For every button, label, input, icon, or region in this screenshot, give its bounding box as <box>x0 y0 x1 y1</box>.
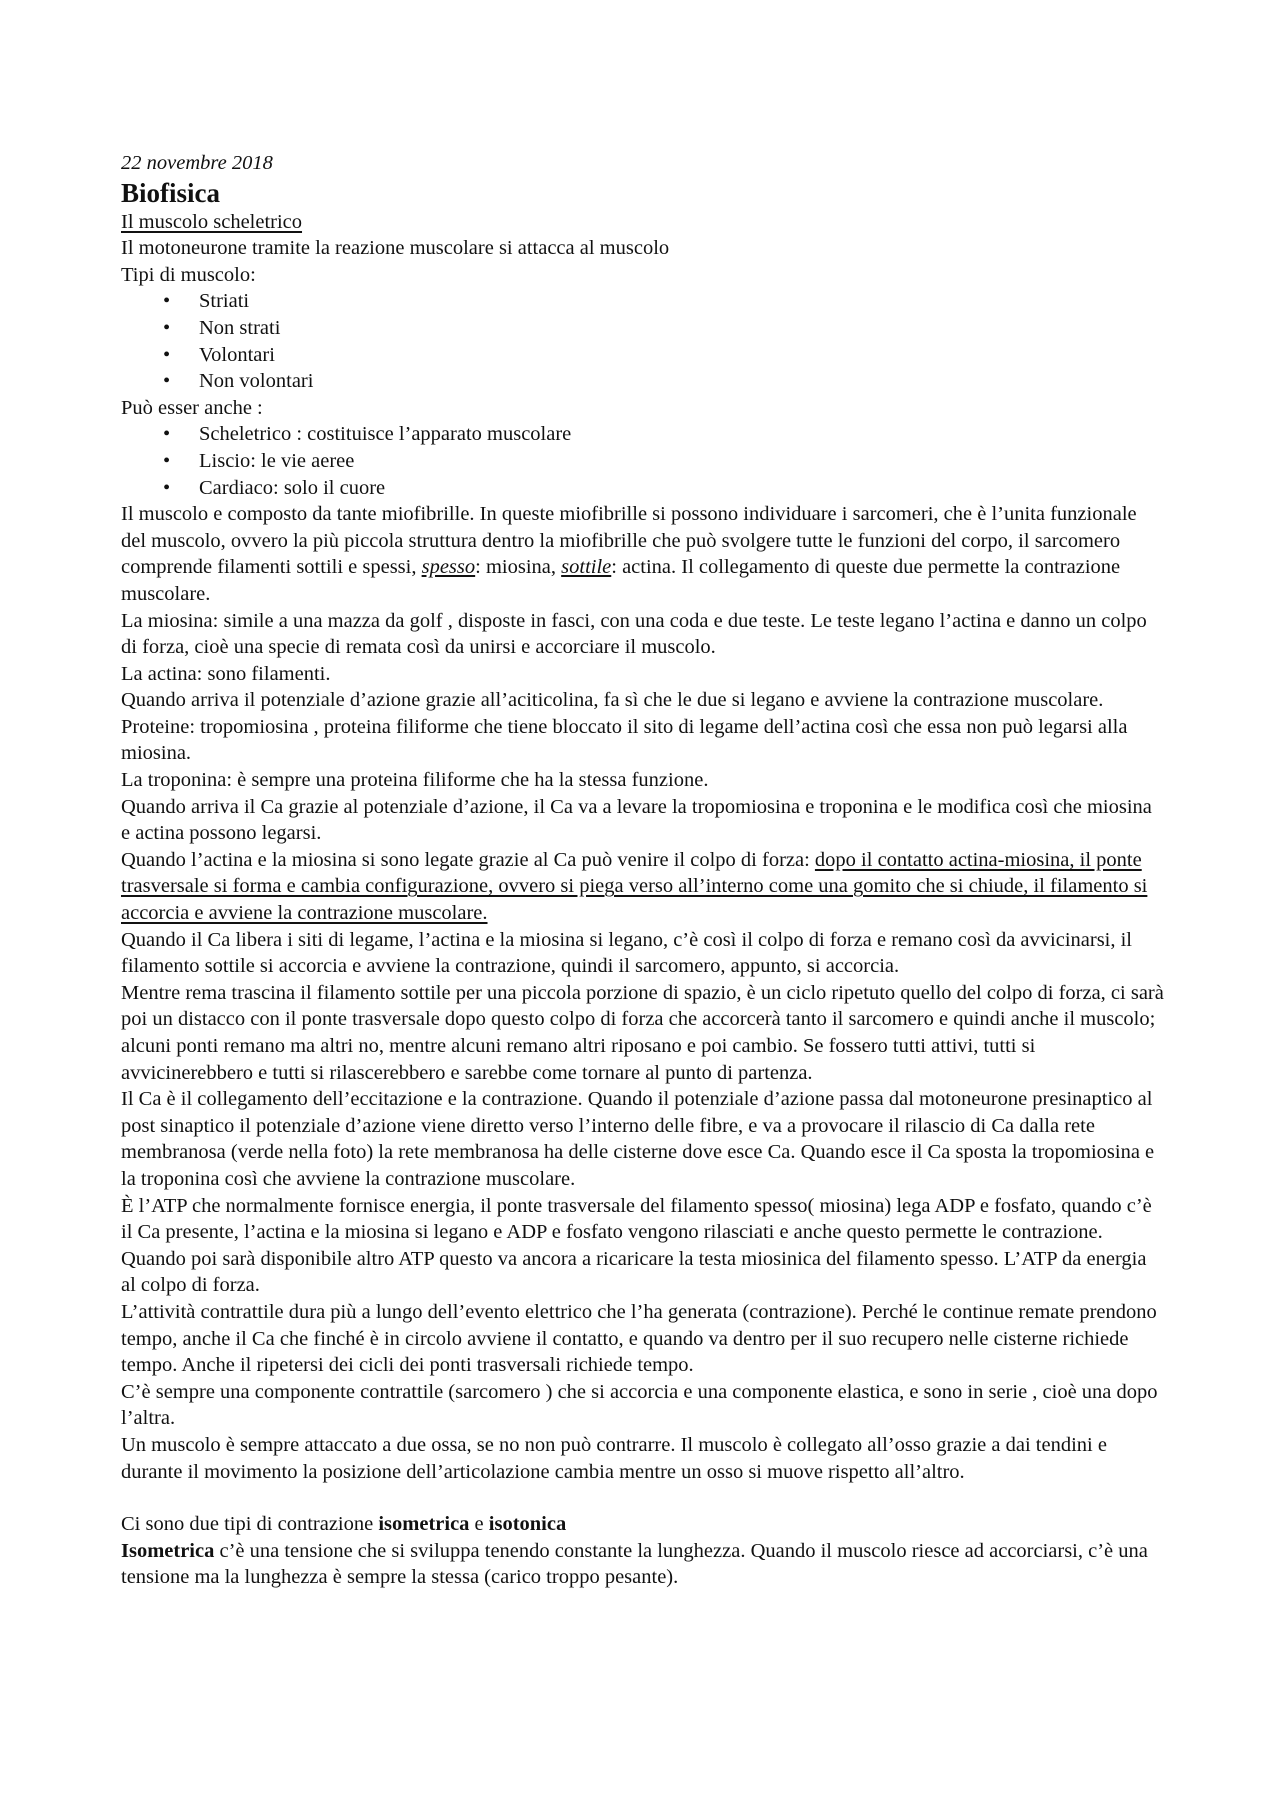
paragraph-tipi-contrazione <box>121 1511 1166 1538</box>
paragraph-atp: È l’ATP che normalmente fornisce energia, il ponte trasversale del filamento spesso( miosina) lega ADP e fosfato, quando c’è il Ca presente, l’actina e la miosina si legano e ADP e fosfato vengono rilasciati e anche questo permette le contrazione. Quando poi sarà disponibile altro ATP questo va ancora a ricaricare la testa miosinica del filamento spesso. L’ATP da energia al colpo di forza. <box>121 1194 1152 1297</box>
text-run: : actina. Il collegamento di queste due permette la contrazione muscolare. <box>121 556 1121 605</box>
paragraph-miofibrille <box>121 501 1166 607</box>
paragraph-isometrica <box>121 1538 1166 1591</box>
paragraph-attivita-contrattile: L’attività contrattile dura più a lungo dell’evento elettrico che l’ha generata (contrazione). Perché le continue remate prendono tempo, anche il Ca che finché è in circolo avviene il contatto, e quando va dentro per il suo recupero nelle cisterne richiede tempo. Anche il ripetersi dei cicli dei ponti trasversali richiede tempo. <box>121 1300 1157 1377</box>
term-isometrica: isometrica <box>378 1513 470 1536</box>
paragraph-ossa: Un muscolo è sempre attaccato a due ossa, se no non può contrarre. Il muscolo è collegato all’osso grazie a dai tendini e durante il movimento la posizione dell’articolazione cambia mentre un osso si muove rispetto all’altro. <box>121 1433 1107 1483</box>
types-intro: Tipi di muscolo: <box>121 263 256 286</box>
text-run: c’è una tensione che si sviluppa tenendo constante la lunghezza. Quando il muscolo riesce ad accorciarsi, c’è una tensione ma la lunghezza è sempre la stessa (carico troppo pesante). <box>121 1539 1148 1589</box>
paragraph-miosina: La miosina: simile a una mazza da golf , disposte in fasci, con una coda e due teste. Le teste legano l’actina e danno un colpo di forza, cioè una specie di remata così da unirsi e accorciare il muscolo. <box>121 609 1147 659</box>
types-list <box>121 288 1166 394</box>
text-run: e <box>469 1513 489 1536</box>
paragraph-eccitazione: Il Ca è il collegamento dell’eccitazione e la contrazione. Quando il potenziale d’azione passa dal motoneurone presinaptico al post sinaptico il potenziale d’azione viene diretto verso l’interno delle fibre, e va a provocare il rilascio di Ca dalla rete membranosa (verde nella foto) la rete membranosa ha delle cisterne dove esce Ca. Quando esce il Ca sposta la tropomiosina e la troponina così che avviene la contrazione muscolare. <box>121 1088 1155 1190</box>
paragraph-motoneurone: Il motoneurone tramite la reazione muscolare si attacca al muscolo <box>121 237 670 260</box>
list-item: • Volontari <box>121 342 1166 369</box>
text-run: Quando l’actina e la miosina si sono legate grazie al Ca può venire il colpo di forza: <box>121 848 815 871</box>
also-list <box>121 421 1166 501</box>
paragraph-colpo-di-forza <box>121 847 1166 927</box>
list-item: • Striati <box>121 288 1166 315</box>
term-sottile: sottile <box>561 556 612 579</box>
paragraph-remata: Mentre rema trascina il filamento sottile per una piccola porzione di spazio, è un ciclo ripetuto quello del colpo di forza, ci sarà poi un distacco con il ponte trasversale dopo questo colpo di forza che accorcerà tanto il sarcomero e quindi anche il muscolo; alcuni ponti remano ma altri no, mentre alcuni remano altri riposano e poi cambio. Se fossero tutti attivi, tutti si avvicinerebbero e tutti si rilascerebbero e sarebbe come tornare al punto di partenza. <box>121 981 1164 1084</box>
paragraph-siti-di-legame: Quando il Ca libera i siti di legame, l’actina e la miosina si legano, c’è così il colpo di forza e remano così da avvicinarsi, il filamento sottile si accorcia e avviene la contrazione, quindi il sarcomero, appunto, si accorcia. <box>121 928 1133 978</box>
paragraph-calcio: Quando arriva il Ca grazie al potenziale d’azione, il Ca va a levare la tropomiosina e troponina e le modifica così che miosina e actina possono legarsi. <box>121 795 1152 845</box>
spacer <box>121 1485 1166 1511</box>
paragraph-componente: C’è sempre una componente contrattile (sarcomero ) che si accorcia e una componente elastica, e sono in serie , cioè una dopo l’altra. <box>121 1380 1158 1430</box>
paragraph-troponina: La troponina: è sempre una proteina filiforme che ha la stessa funzione. <box>121 769 709 792</box>
list-item: • Non strati <box>121 315 1166 342</box>
list-item: • Non volontari <box>121 368 1166 395</box>
term-isotonica: isotonica <box>488 1513 567 1536</box>
underlined-text: dopo il contatto actina-miosina, il ponte trasversale si forma e cambia configurazione, ovvero si piega verso all’interno come una gomito che si chiude, il filamento si accorcia e avviene la contrazione muscolare. <box>121 848 1148 925</box>
list-item: • Scheletrico : costituisce l’apparato muscolare <box>121 421 1166 448</box>
text-run: : miosina, <box>475 556 562 579</box>
text-run: Il muscolo e composto da tante miofibrille. In queste miofibrille si possono individuare i sarcomeri, che è l’unita funzionale del muscolo, ovvero la più piccola struttura dentro la miofibrille che può svolgere tutte le funzioni del corpo, il sarcomero comprende filamenti sottili e spessi, <box>121 503 1137 579</box>
text-run: Ci sono due tipi di contrazione <box>121 1513 379 1536</box>
paragraph-potenziale: Quando arriva il potenziale d’azione grazie all’aciticolina, fa sì che le due si legano e avviene la contrazione muscolare. <box>121 689 1104 712</box>
list-item: • Liscio: le vie aeree <box>121 448 1166 475</box>
also-intro: Può esser anche : <box>121 396 263 419</box>
term-spesso: spesso <box>421 556 476 579</box>
document-date: 22 novembre 2018 <box>121 152 273 174</box>
term-isometrica-heading: Isometrica <box>121 1539 215 1562</box>
section-subtitle: Il muscolo scheletrico <box>121 210 303 233</box>
paragraph-actina: La actina: sono filamenti. <box>121 662 331 685</box>
paragraph-proteine: Proteine: tropomiosina , proteina filiforme che tiene bloccato il sito di legame dell’actina così che essa non può legarsi alla miosina. <box>121 715 1128 765</box>
document-page <box>121 150 1166 1591</box>
list-item: • Cardiaco: solo il cuore <box>121 475 1166 502</box>
document-title: Biofisica <box>121 177 220 208</box>
